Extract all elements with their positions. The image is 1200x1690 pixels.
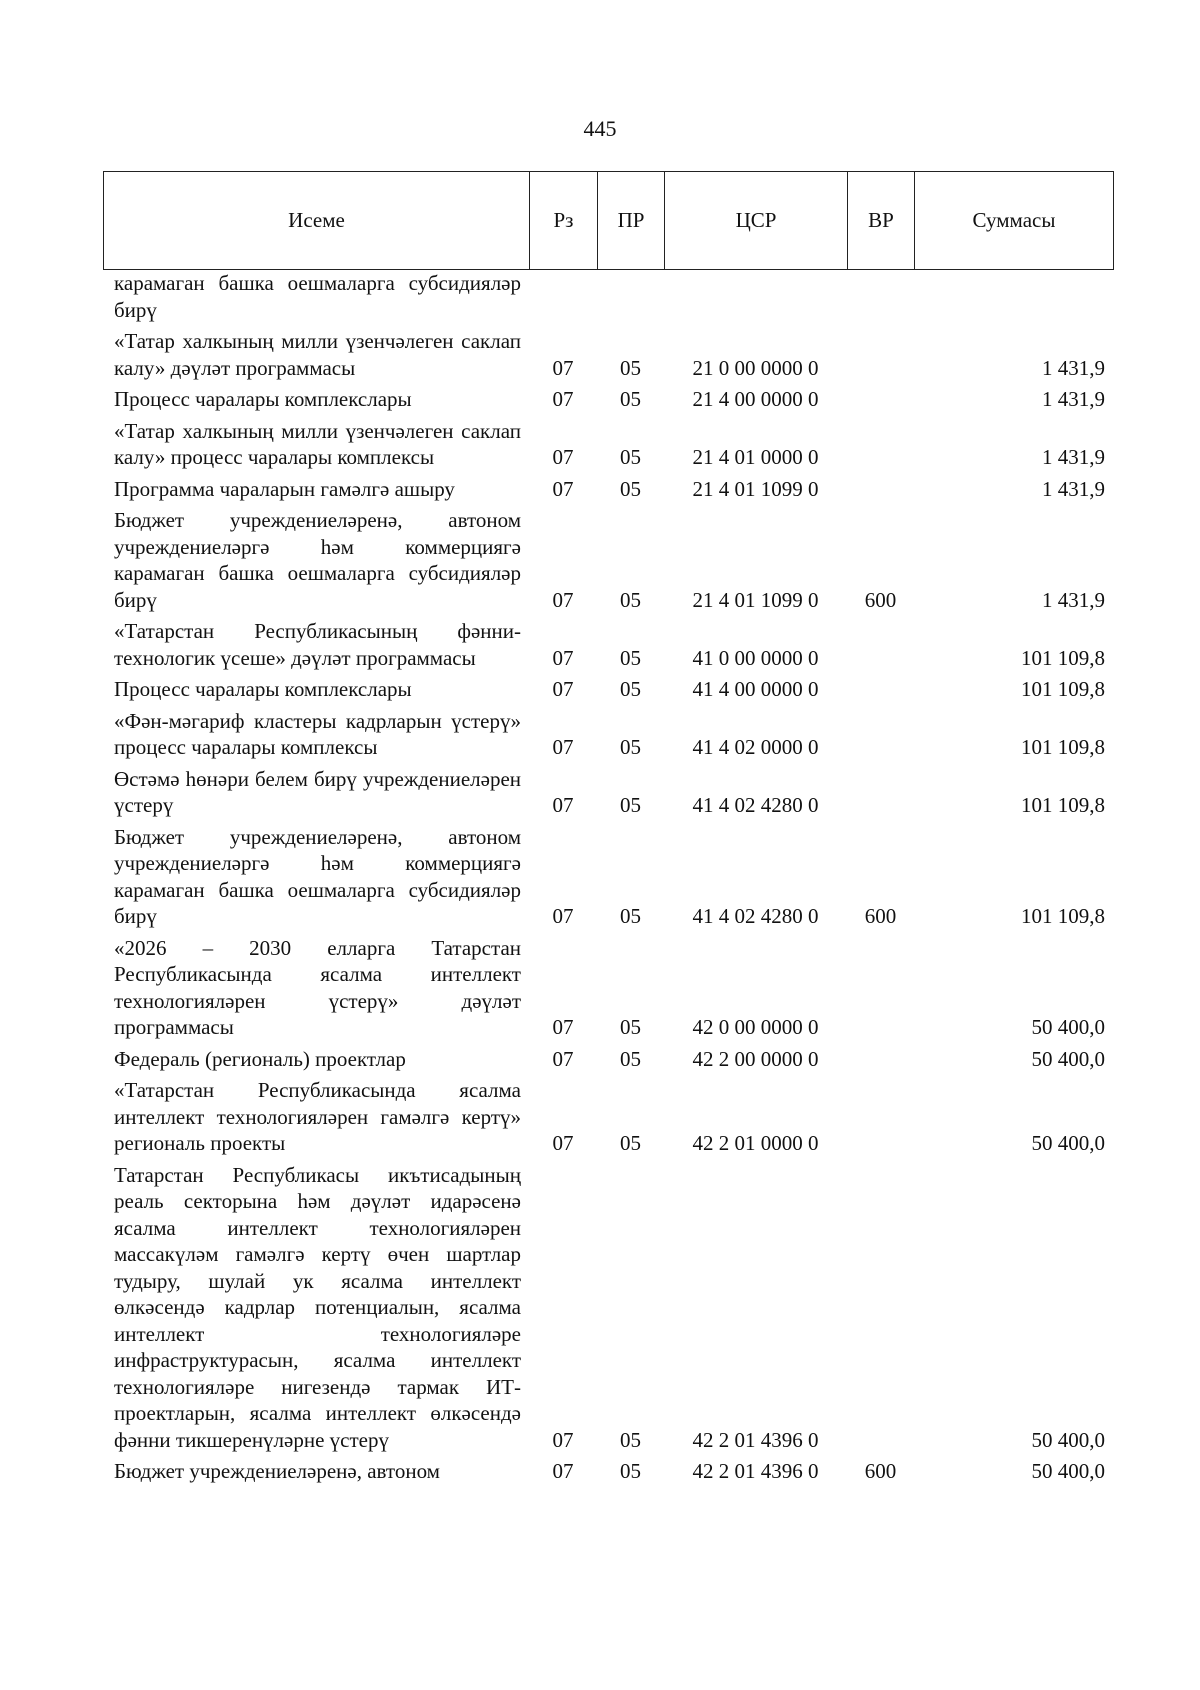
- cell-rz: 07: [552, 587, 574, 612]
- cell-pr: 05: [620, 1131, 641, 1155]
- cell-rz: 07: [552, 1015, 574, 1039]
- header-name: Исеме: [104, 172, 530, 270]
- cell-rz: 07: [552, 387, 574, 411]
- cell-sum: 101 109,8: [1021, 677, 1105, 701]
- cell-pr: 05: [620, 587, 641, 612]
- cell-name: Татарстан Республикасы икътисадының реаль секторына һәм дәүләт идарәсенә ясалма интеллект технологияләрен массакүләм гамәлгә кертү өчен шартлар тудыру, шулай ук ясалма интеллект өлкәсендә кадрлар потенциалын, ясалма интеллект технологияләре инфраструктурасын, ясалма интеллект технологияләре нигезендә тармак ИТ-проектларын, ясалма интеллект өлкәсендә фәнни тикшеренүләрне үстерү: [114, 1162, 521, 1452]
- cell-rz: 07: [552, 645, 574, 670]
- cell-vr: 600: [864, 587, 897, 612]
- table-row: [103, 935, 1113, 1041]
- table-row: [103, 270, 1113, 323]
- cell-csr: 21 4 01 1099 0: [692, 587, 819, 612]
- cell-name: «Татарстан Республикасының фәнни-технологик үсеше» дәүләт программасы: [114, 619, 521, 670]
- table-row: [103, 618, 1113, 671]
- cell-csr: 42 2 01 4396 0: [692, 1427, 819, 1452]
- cell-pr: 05: [620, 793, 641, 817]
- cell-csr: 41 4 02 0000 0: [692, 735, 819, 759]
- cell-csr: 21 4 01 0000 0: [692, 445, 819, 469]
- cell-vr: 600: [864, 1459, 897, 1483]
- cell-name: Бюджет учреждениеләренә, автоном: [114, 1459, 440, 1483]
- header-sum: Суммасы: [915, 172, 1114, 270]
- table-row: [103, 766, 1113, 819]
- table-row: [103, 386, 1113, 413]
- cell-sum: 1 431,9: [1042, 387, 1105, 411]
- cell-csr: 41 0 00 0000 0: [692, 645, 819, 670]
- cell-rz: 07: [552, 677, 574, 701]
- cell-name: «Татар халкының милли үзенчәлеген саклап калу» дәүләт программасы: [114, 329, 521, 380]
- table-row: [103, 328, 1113, 381]
- page-number: 445: [583, 116, 617, 141]
- cell-csr: 42 2 01 4396 0: [692, 1459, 819, 1483]
- cell-sum: 50 400,0: [1031, 1131, 1105, 1155]
- cell-rz: 07: [552, 355, 574, 380]
- cell-sum: 1 431,9: [1042, 445, 1105, 469]
- cell-rz: 07: [552, 445, 574, 469]
- header-csr: ЦСР: [665, 172, 848, 270]
- cell-name: «Татарстан Республикасында ясалма интеллект технологияләрен гамәлгә кертү» региональ проекты: [114, 1078, 521, 1155]
- cell-rz: 07: [552, 735, 574, 759]
- cell-pr: 05: [620, 1459, 641, 1483]
- table-row: [103, 1077, 1113, 1157]
- cell-pr: 05: [620, 1046, 641, 1071]
- cell-csr: 21 0 00 0000 0: [692, 355, 819, 380]
- table-row: [103, 676, 1113, 703]
- cell-rz: 07: [552, 793, 574, 817]
- cell-pr: 05: [620, 677, 641, 701]
- cell-name: «Татар халкының милли үзенчәлеген саклап калу» процесс чаралары комплексы: [114, 418, 521, 469]
- cell-csr: 42 2 00 0000 0: [692, 1046, 819, 1071]
- cell-sum: 1 431,9: [1042, 476, 1105, 501]
- table-row: [103, 507, 1113, 613]
- cell-csr: 41 4 00 0000 0: [692, 677, 819, 701]
- cell-name: Федераль (региональ) проектлар: [114, 1046, 406, 1071]
- cell-sum: 50 400,0: [1031, 1046, 1105, 1071]
- cell-pr: 05: [620, 645, 641, 670]
- cell-sum: 50 400,0: [1031, 1427, 1105, 1452]
- table-row: [103, 1458, 1113, 1485]
- cell-name: Программа чараларын гамәлгә ашыру: [114, 476, 455, 501]
- cell-csr: 21 4 01 1099 0: [692, 476, 819, 501]
- cell-rz: 07: [552, 1046, 574, 1071]
- cell-rz: 07: [552, 1459, 574, 1483]
- cell-name: Бюджет учреждениеләренә, автоном учреждениеләргә һәм коммерциягә карамаган башка оешмаларга субсидияләр бирү: [114, 508, 521, 612]
- cell-sum: 1 431,9: [1042, 587, 1105, 612]
- cell-pr: 05: [620, 355, 641, 380]
- cell-sum: 50 400,0: [1031, 1015, 1105, 1039]
- cell-sum: 101 109,8: [1021, 793, 1105, 817]
- cell-name: «Фән-мәгариф кластеры кадрларын үстерү» процесс чаралары комплексы: [114, 708, 521, 759]
- cell-sum: 101 109,8: [1021, 645, 1105, 670]
- table-row: [103, 824, 1113, 930]
- cell-rz: 07: [552, 1131, 574, 1155]
- cell-pr: 05: [620, 1427, 641, 1452]
- cell-sum: 101 109,8: [1021, 904, 1105, 928]
- cell-vr: 600: [864, 904, 897, 928]
- cell-name: Процесс чаралары комплекслары: [114, 387, 412, 411]
- cell-name: Бюджет учреждениеләренә, автоном учреждениеләргә һәм коммерциягә карамаган башка оешмаларга субсидияләр бирү: [114, 824, 521, 928]
- cell-pr: 05: [620, 387, 641, 411]
- cell-name: Өстәмә һөнәри белем бирү учреждениеләрен үстерү: [114, 766, 521, 817]
- cell-csr: 42 0 00 0000 0: [692, 1015, 819, 1039]
- table-row: [103, 708, 1113, 761]
- cell-rz: 07: [552, 1427, 574, 1452]
- table-row: [103, 418, 1113, 471]
- cell-pr: 05: [620, 476, 641, 501]
- table-row: [103, 1162, 1113, 1454]
- cell-rz: 07: [552, 904, 574, 928]
- cell-pr: 05: [620, 445, 641, 469]
- cell-name: карамаган башка оешмаларга субсидияләр бирү: [114, 271, 521, 322]
- header-pr: ПР: [598, 172, 665, 270]
- cell-sum: 1 431,9: [1042, 355, 1105, 380]
- cell-csr: 42 2 01 0000 0: [692, 1131, 819, 1155]
- cell-rz: 07: [552, 476, 574, 501]
- cell-sum: 101 109,8: [1021, 735, 1105, 759]
- cell-pr: 05: [620, 1015, 641, 1039]
- cell-name: Процесс чаралары комплекслары: [114, 677, 412, 701]
- cell-pr: 05: [620, 735, 641, 759]
- table-body: [103, 270, 1113, 1490]
- table-row: [103, 476, 1113, 503]
- cell-csr: 41 4 02 4280 0: [692, 904, 819, 928]
- header-vr: ВР: [848, 172, 915, 270]
- cell-pr: 05: [620, 904, 641, 928]
- cell-sum: 50 400,0: [1031, 1459, 1105, 1483]
- header-rz: Рз: [530, 172, 598, 270]
- table-row: [103, 1046, 1113, 1073]
- cell-csr: 41 4 02 4280 0: [692, 793, 819, 817]
- cell-csr: 21 4 00 0000 0: [692, 387, 819, 411]
- cell-name: «2026 – 2030 елларга Татарстан Республикасында ясалма интеллект технологияләрен үстерү» дәүләт программасы: [114, 935, 521, 1039]
- table-header: [103, 171, 1114, 270]
